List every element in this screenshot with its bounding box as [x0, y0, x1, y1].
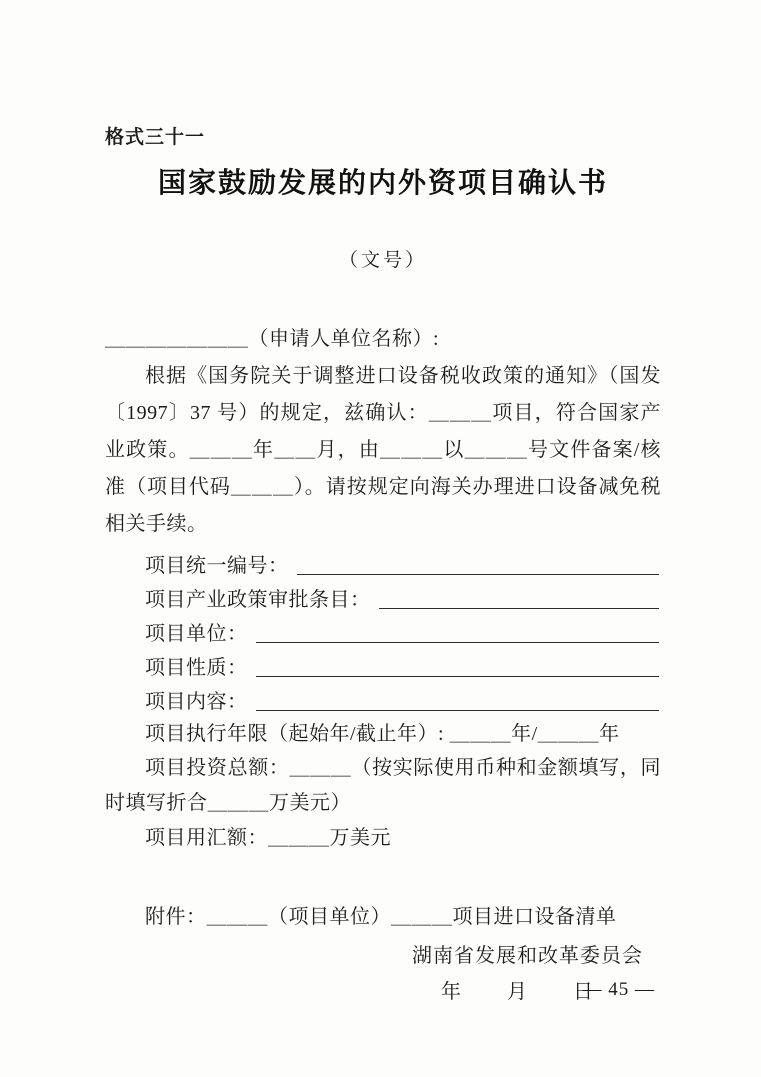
- field-row-project-id: [105, 547, 661, 581]
- field-row-project-nature: [105, 649, 661, 683]
- body-paragraph: 根据《国务院关于调整进口设备税收政策的通知》（国发〔1997〕37 号）的规定，兹确认：＿＿＿项目，符合国家产业政策。＿＿＿年＿＿月，由＿＿＿以＿＿＿号文件备案/核准（项目代码＿＿＿）。请按规定向海关办理进口设备减免税相关手续。: [105, 365, 661, 535]
- applicant-line: ＿＿＿＿＿＿＿（申请人单位名称）:: [105, 328, 440, 350]
- issuer-name: 湖南省发展和改革委员会: [412, 945, 643, 967]
- doc-number-line: （文号）: [338, 250, 427, 271]
- field-row-project-content: [105, 683, 661, 717]
- blank-underline: [379, 608, 660, 609]
- document-title: 国家鼓励发展的内外资项目确认书: [157, 167, 608, 198]
- field-label-project-content: 项目内容：: [145, 691, 248, 713]
- field-label-project-id: 项目统一编号：: [145, 555, 289, 577]
- form-section: [105, 547, 661, 855]
- page-number: — 45 —: [582, 979, 655, 1000]
- field-row-policy-entry: [105, 581, 661, 615]
- forex-line: 项目用汇额：＿＿＿万美元: [145, 827, 391, 849]
- blank-underline: [256, 710, 660, 711]
- date-line: 年 月 日: [441, 981, 595, 1003]
- investment-line: 项目投资总额：＿＿＿（按实际使用币种和金额填写，同时填写折合＿＿＿万美元）: [105, 757, 661, 814]
- duration-line: 项目执行年限（起始年/截止年）: ＿＿＿年/＿＿＿年: [145, 723, 620, 745]
- format-label: 格式三十一: [105, 127, 206, 148]
- field-row-project-unit: [105, 615, 661, 649]
- attachment-line: 附件：＿＿＿（项目单位）＿＿＿项目进口设备清单: [145, 906, 617, 928]
- blank-underline: [256, 676, 660, 677]
- blank-underline: [256, 642, 660, 643]
- field-label-project-nature: 项目性质：: [145, 657, 248, 679]
- field-label-project-unit: 项目单位：: [145, 623, 248, 645]
- blank-underline: [297, 574, 660, 575]
- field-label-policy-entry: 项目产业政策审批条目：: [145, 589, 371, 611]
